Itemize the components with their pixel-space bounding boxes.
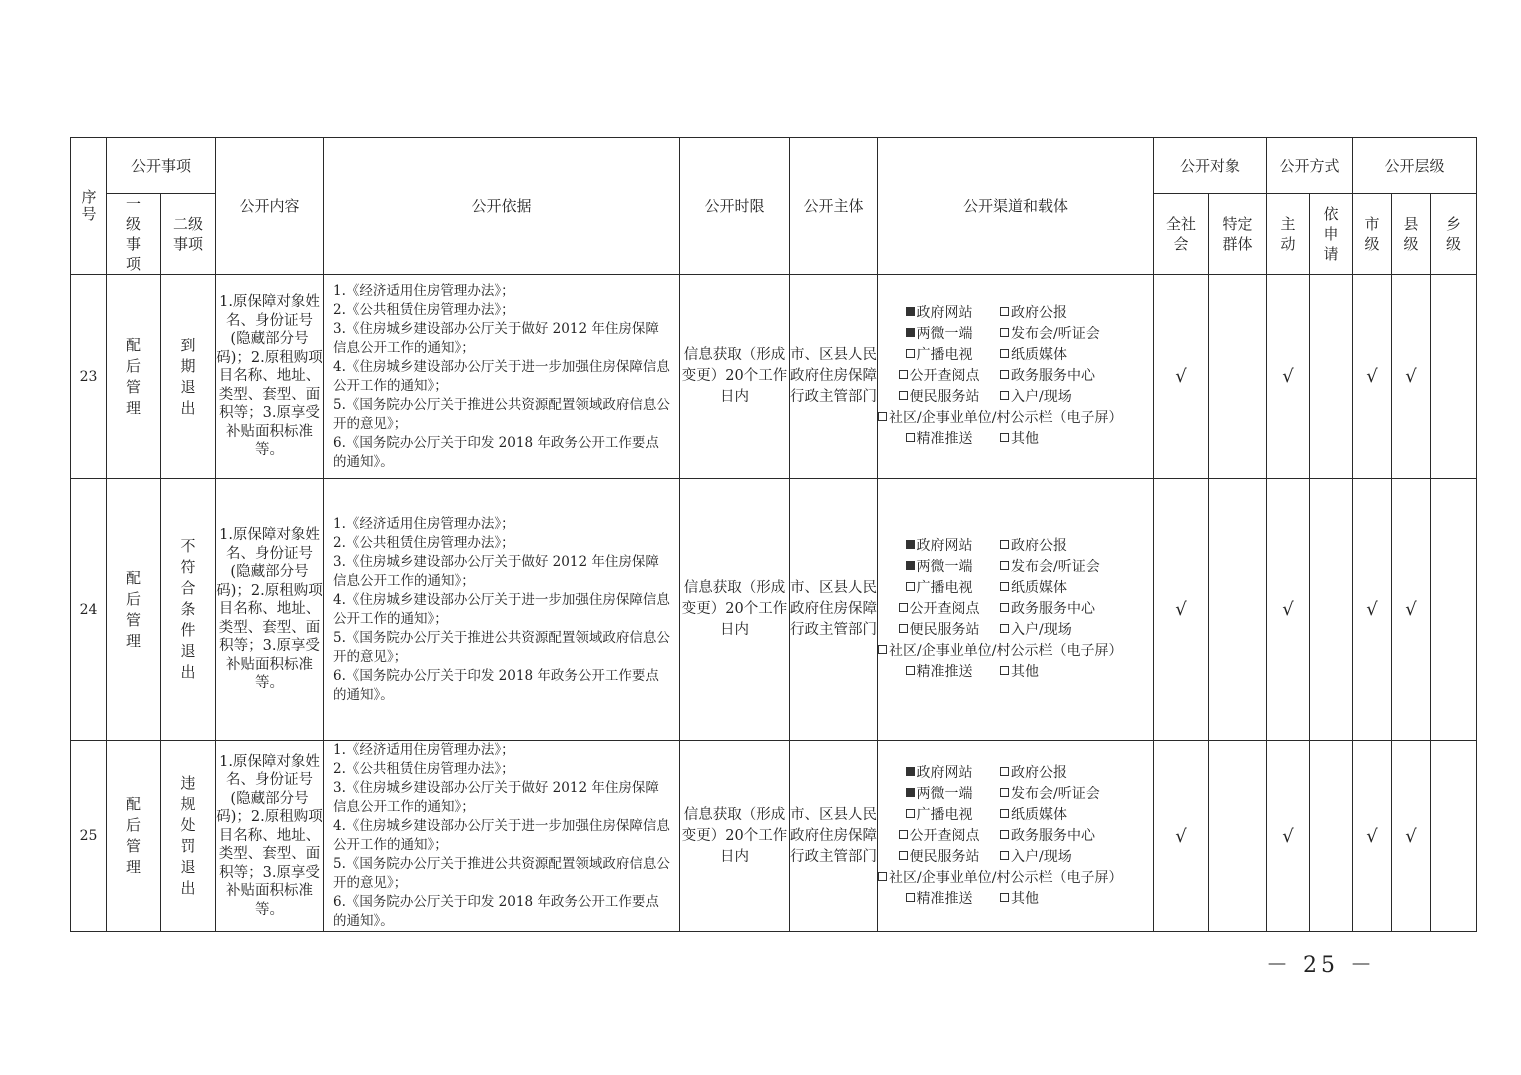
level-town-check [1431, 275, 1477, 479]
method-active-check: √ [1267, 479, 1310, 741]
channel-row [878, 536, 1153, 557]
checked-box-icon [906, 561, 915, 570]
channel-option-service-center [1000, 366, 1095, 387]
basis-item: 5.《国务院办公厅关于推进公共资源配置领域政府信息公开的意见》； [333, 396, 670, 432]
channel-option-service-center [1000, 826, 1095, 847]
channel-cell [878, 741, 1154, 932]
table-body [71, 275, 1477, 932]
channel-row [878, 408, 1153, 429]
unchecked-box-icon [899, 370, 908, 379]
unchecked-box-icon [899, 391, 908, 400]
target-all-check: √ [1154, 275, 1209, 479]
channel-option-gazette [1000, 303, 1067, 324]
header-item-group: 公开事项 [107, 138, 216, 194]
unchecked-box-icon [1000, 788, 1009, 797]
unchecked-box-icon [1000, 809, 1009, 818]
unchecked-box-icon [878, 872, 887, 881]
basis-item: 5.《国务院办公厅关于推进公共资源配置领域政府信息公开的意见》； [333, 629, 670, 665]
basis-item: 5.《国务院办公厅关于推进公共资源配置领域政府信息公开的意见》； [333, 856, 670, 891]
channel-label: 政府网站 [916, 305, 973, 321]
method-request-check [1310, 275, 1353, 479]
unchecked-box-icon [1000, 349, 1009, 358]
channel-row [878, 429, 1153, 450]
channel-option-wechat-app [878, 557, 1000, 578]
unchecked-box-icon [906, 582, 915, 591]
target-all-check: √ [1154, 741, 1209, 932]
channel-option-precise-push [878, 889, 1000, 910]
header-target-all: 全社会 [1154, 194, 1209, 275]
channel-option-broadcast-tv [878, 345, 1000, 366]
channel-option-website [878, 303, 1000, 324]
unchecked-box-icon [899, 603, 908, 612]
channel-option-service-center [1000, 599, 1095, 620]
channel-label: 政务服务中心 [1011, 601, 1096, 617]
target-specific-check [1209, 275, 1267, 479]
unchecked-box-icon [1000, 370, 1009, 379]
channel-label: 纸质媒体 [1011, 347, 1068, 363]
channel-row [878, 868, 1153, 889]
target-all-check: √ [1154, 479, 1209, 741]
channel-option-bulletin [878, 641, 1122, 662]
channel-label: 纸质媒体 [1011, 806, 1068, 823]
level1-cell: 配后管理 [107, 479, 161, 741]
channel-row [878, 805, 1153, 826]
channel-option-precise-push [878, 662, 1000, 683]
channel-label: 入户/现场 [1011, 622, 1072, 638]
channel-row [878, 303, 1153, 324]
channel-label: 广播电视 [916, 806, 973, 823]
channel-row [878, 578, 1153, 599]
basis-item: 6.《国务院办公厅关于印发 2018 年政务公开工作要点的通知》。 [333, 667, 659, 703]
header-content: 公开内容 [216, 138, 324, 275]
level-county-check: √ [1392, 275, 1431, 479]
channel-row [878, 641, 1153, 662]
level2-cell: 违规处罚退出 [161, 741, 216, 932]
channel-option-convenience-station [878, 847, 1000, 868]
unchecked-box-icon [1000, 433, 1009, 442]
seq-cell: 25 [71, 741, 107, 932]
unchecked-box-icon [878, 645, 887, 654]
basis-item: 2.《公共租赁住房管理办法》； [333, 534, 515, 551]
method-active-check: √ [1267, 741, 1310, 932]
channel-label: 精准推送 [916, 431, 973, 447]
method-active-check: √ [1267, 275, 1310, 479]
channel-label: 两微一端 [916, 326, 973, 342]
table-row [71, 741, 1477, 932]
checked-box-icon [906, 328, 915, 337]
channel-row [878, 763, 1153, 784]
channel-label: 公开查阅点 [909, 601, 980, 617]
header-subject: 公开主体 [790, 138, 878, 275]
basis-item: 1.《经济适用住房管理办法》； [333, 515, 515, 532]
checked-box-icon [906, 788, 915, 797]
channel-option-wechat-app [878, 784, 1000, 805]
channel-row [878, 324, 1153, 345]
channel-label: 精准推送 [916, 664, 973, 680]
basis-item: 3.《住房城乡建设部办公厅关于做好 2012 年住房保障信息公开工作的通知》； [333, 553, 659, 589]
basis-item: 6.《国务院办公厅关于印发 2018 年政务公开工作要点的通知》。 [333, 894, 659, 929]
subject-cell: 市、区县人民政府住房保障行政主管部门 [790, 479, 878, 741]
checked-box-icon [906, 767, 915, 776]
unchecked-box-icon [906, 433, 915, 442]
header-target-specific: 特定群体 [1209, 194, 1267, 275]
header-channel: 公开渠道和载体 [878, 138, 1154, 275]
unchecked-box-icon [1000, 328, 1009, 337]
level-town-check [1431, 741, 1477, 932]
channel-label: 发布会/听证会 [1011, 785, 1100, 802]
basis-cell [324, 275, 680, 479]
channel-label: 广播电视 [916, 580, 973, 596]
channel-label: 政府公报 [1011, 764, 1068, 781]
channel-label: 政府网站 [916, 764, 973, 781]
unchecked-box-icon [1000, 830, 1009, 839]
subject-cell: 市、区县人民政府住房保障行政主管部门 [790, 275, 878, 479]
header-level: 公开层级 [1353, 138, 1477, 194]
level-county-check: √ [1392, 741, 1431, 932]
channel-label: 社区/企事业单位/村公示栏（电子屏） [889, 410, 1123, 426]
basis-item: 6.《国务院办公厅关于印发 2018 年政务公开工作要点的通知》。 [333, 434, 659, 470]
channel-option-website [878, 536, 1000, 557]
channel-option-broadcast-tv [878, 805, 1000, 826]
channel-label: 精准推送 [916, 890, 973, 907]
channel-option-print-media [1000, 805, 1067, 826]
channel-option-reading-room [878, 826, 1000, 847]
header-seq: 序号 [71, 138, 107, 275]
channel-label: 政府公报 [1011, 305, 1068, 321]
level1-cell: 配后管理 [107, 275, 161, 479]
unchecked-box-icon [1000, 603, 1009, 612]
basis-list [324, 741, 679, 931]
channel-row [878, 345, 1153, 366]
unchecked-box-icon [1000, 666, 1009, 675]
channel-label: 便民服务站 [909, 622, 980, 638]
header-level-city: 市级 [1353, 194, 1392, 275]
channel-row [878, 889, 1153, 910]
channel-option-precise-push [878, 429, 1000, 450]
basis-item: 4.《住房城乡建设部办公厅关于进一步加强住房保障信息公开工作的通知》； [333, 358, 670, 394]
unchecked-box-icon [906, 809, 915, 818]
time-limit-cell: 信息获取（形成变更）20个工作日内 [680, 741, 790, 932]
checked-box-icon [906, 307, 915, 316]
content-cell: 1.原保障对象姓名、身份证号(隐藏部分号码)；2.原租购项目名称、地址、类型、套型、面积等；3.原享受补贴面积标准等。 [216, 275, 324, 479]
channel-option-website [878, 763, 1000, 784]
channel-label: 入户/现场 [1011, 389, 1072, 405]
header-method-active: 主动 [1267, 194, 1310, 275]
unchecked-box-icon [899, 830, 908, 839]
channel-cell [878, 275, 1154, 479]
channel-option-door-onsite [1000, 387, 1072, 408]
time-limit-cell: 信息获取（形成变更）20个工作日内 [680, 275, 790, 479]
channel-label: 公开查阅点 [909, 827, 980, 844]
level-city-check: √ [1353, 741, 1392, 932]
unchecked-box-icon [899, 851, 908, 860]
checked-box-icon [906, 540, 915, 549]
unchecked-box-icon [878, 412, 887, 421]
channel-option-door-onsite [1000, 620, 1072, 641]
channel-option-other [1000, 889, 1039, 910]
level2-cell: 不符合条件退出 [161, 479, 216, 741]
unchecked-box-icon [899, 624, 908, 633]
method-request-check [1310, 479, 1353, 741]
channel-option-reading-room [878, 599, 1000, 620]
channel-label: 政府公报 [1011, 538, 1068, 554]
unchecked-box-icon [1000, 540, 1009, 549]
channel-option-other [1000, 662, 1039, 683]
unchecked-box-icon [1000, 767, 1009, 776]
level-county-check: √ [1392, 479, 1431, 741]
channel-label: 其他 [1011, 664, 1040, 680]
disclosure-table [70, 137, 1477, 932]
channel-row [878, 366, 1153, 387]
header-target: 公开对象 [1154, 138, 1267, 194]
basis-list [324, 515, 679, 705]
channel-label: 其他 [1011, 431, 1040, 447]
channel-option-bulletin [878, 408, 1122, 429]
basis-item: 2.《公共租赁住房管理办法》； [333, 761, 515, 777]
unchecked-box-icon [1000, 561, 1009, 570]
method-request-check [1310, 741, 1353, 932]
channel-label: 其他 [1011, 890, 1040, 907]
channel-cell [878, 479, 1154, 741]
header-method: 公开方式 [1267, 138, 1353, 194]
table-row [71, 275, 1477, 479]
channel-label: 便民服务站 [909, 848, 980, 865]
channel-label: 政府网站 [916, 538, 973, 554]
subject-cell: 市、区县人民政府住房保障行政主管部门 [790, 741, 878, 932]
level1-cell: 配后管理 [107, 741, 161, 932]
unchecked-box-icon [1000, 582, 1009, 591]
channel-label: 政务服务中心 [1011, 827, 1096, 844]
channel-row [878, 599, 1153, 620]
channel-label: 发布会/听证会 [1011, 559, 1100, 575]
channel-label: 公开查阅点 [909, 368, 980, 384]
table-row [71, 479, 1477, 741]
basis-item: 1.《经济适用住房管理办法》； [333, 742, 515, 758]
channel-option-press-hearing [1000, 557, 1100, 578]
basis-item: 3.《住房城乡建设部办公厅关于做好 2012 年住房保障信息公开工作的通知》； [333, 780, 659, 815]
channel-label: 发布会/听证会 [1011, 326, 1100, 342]
unchecked-box-icon [1000, 307, 1009, 316]
level-city-check: √ [1353, 275, 1392, 479]
header-basis: 公开依据 [324, 138, 680, 275]
channel-option-print-media [1000, 578, 1067, 599]
channel-label: 两微一端 [916, 559, 973, 575]
channel-option-broadcast-tv [878, 578, 1000, 599]
target-specific-check [1209, 741, 1267, 932]
unchecked-box-icon [906, 349, 915, 358]
header-level1: 一级事项 [107, 194, 161, 275]
header-level-town: 乡级 [1431, 194, 1477, 275]
basis-item: 4.《住房城乡建设部办公厅关于进一步加强住房保障信息公开工作的通知》； [333, 591, 670, 627]
seq-cell: 24 [71, 479, 107, 741]
channel-option-convenience-station [878, 620, 1000, 641]
basis-cell [324, 741, 680, 932]
channel-option-press-hearing [1000, 784, 1100, 805]
channel-option-wechat-app [878, 324, 1000, 345]
unchecked-box-icon [1000, 851, 1009, 860]
level2-cell: 到期退出 [161, 275, 216, 479]
channel-label: 两微一端 [916, 785, 973, 802]
channel-option-print-media [1000, 345, 1067, 366]
channel-row [878, 662, 1153, 683]
header-time-limit: 公开时限 [680, 138, 790, 275]
channel-label: 社区/企事业单位/村公示栏（电子屏） [889, 643, 1123, 659]
channel-label: 入户/现场 [1011, 848, 1072, 865]
unchecked-box-icon [906, 666, 915, 675]
channel-option-press-hearing [1000, 324, 1100, 345]
channel-row [878, 826, 1153, 847]
channel-option-gazette [1000, 763, 1067, 784]
channel-row [878, 387, 1153, 408]
basis-cell [324, 479, 680, 741]
content-cell: 1.原保障对象姓名、身份证号(隐藏部分号码)；2.原租购项目名称、地址、类型、套型、面积等；3.原享受补贴面积标准等。 [216, 479, 324, 741]
channel-option-door-onsite [1000, 847, 1072, 868]
basis-item: 2.《公共租赁住房管理办法》； [333, 301, 515, 318]
time-limit-cell: 信息获取（形成变更）20个工作日内 [680, 479, 790, 741]
basis-item: 1.《经济适用住房管理办法》； [333, 282, 515, 299]
channel-row [878, 784, 1153, 805]
header-level-county: 县级 [1392, 194, 1431, 275]
unchecked-box-icon [906, 893, 915, 902]
header-method-request: 依申请 [1310, 194, 1353, 275]
level-town-check [1431, 479, 1477, 741]
basis-list [324, 282, 679, 472]
page-number: － 25 － [1266, 953, 1376, 978]
content-cell: 1.原保障对象姓名、身份证号(隐藏部分号码)；2.原租购项目名称、地址、类型、套型、面积等；3.原享受补贴面积标准等。 [216, 741, 324, 932]
channel-label: 政务服务中心 [1011, 368, 1096, 384]
channel-label: 纸质媒体 [1011, 580, 1068, 596]
channel-row [878, 620, 1153, 641]
basis-item: 4.《住房城乡建设部办公厅关于进一步加强住房保障信息公开工作的通知》； [333, 818, 670, 853]
unchecked-box-icon [1000, 893, 1009, 902]
channel-row [878, 557, 1153, 578]
channel-label: 广播电视 [916, 347, 973, 363]
target-specific-check [1209, 479, 1267, 741]
basis-item: 3.《住房城乡建设部办公厅关于做好 2012 年住房保障信息公开工作的通知》； [333, 320, 659, 356]
level-city-check: √ [1353, 479, 1392, 741]
header-level2: 二级事项 [161, 194, 216, 275]
seq-cell: 23 [71, 275, 107, 479]
channel-option-bulletin [878, 868, 1122, 889]
unchecked-box-icon [1000, 624, 1009, 633]
unchecked-box-icon [1000, 391, 1009, 400]
channel-label: 社区/企事业单位/村公示栏（电子屏） [889, 869, 1123, 886]
channel-label: 便民服务站 [909, 389, 980, 405]
channel-row [878, 847, 1153, 868]
channel-option-gazette [1000, 536, 1067, 557]
channel-option-reading-room [878, 366, 1000, 387]
channel-option-other [1000, 429, 1039, 450]
channel-option-convenience-station [878, 387, 1000, 408]
